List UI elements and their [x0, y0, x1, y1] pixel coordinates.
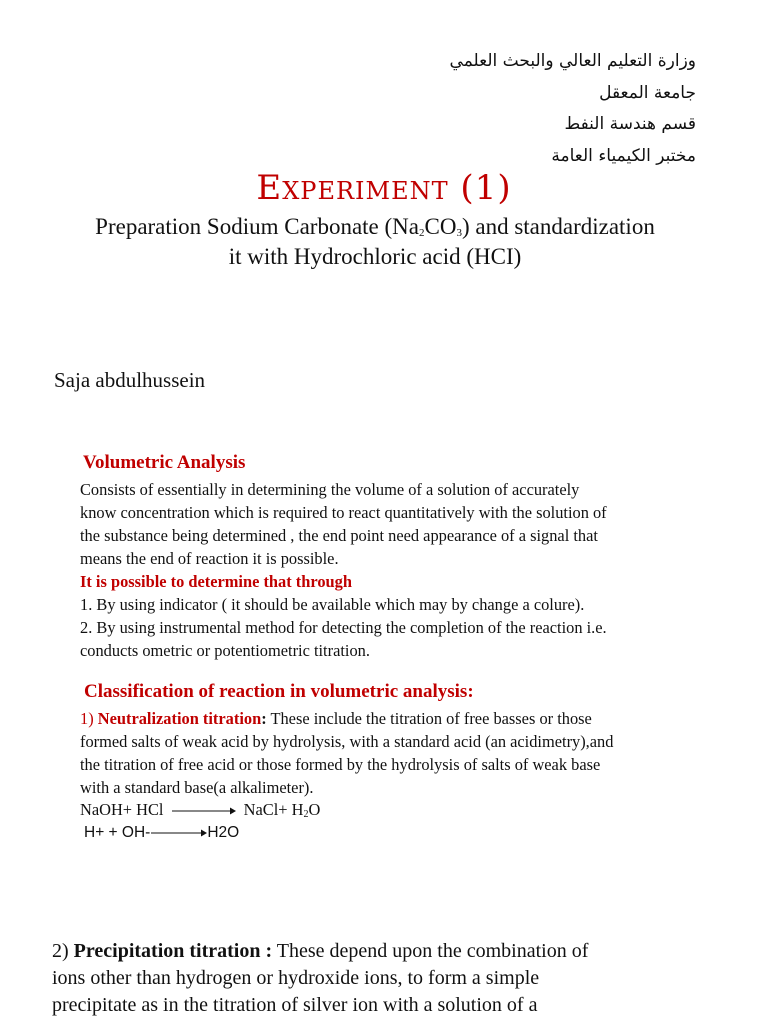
precipitation-first-line [52, 938, 712, 965]
eq1-subscript: 2 [303, 809, 309, 820]
arabic-header [276, 46, 696, 172]
author-name: Saja abdulhussein [54, 368, 206, 392]
eq1-products-b: O [308, 800, 321, 819]
volumetric-line: Consists of essentially in determining the volume of a solution of accurately [80, 480, 580, 499]
volumetric-heading: Volumetric Analysis [83, 452, 246, 473]
arabic-university: جامعة المعقل [599, 82, 696, 103]
arabic-department: قسم هندسة النفط [564, 114, 696, 134]
arabic-ministry: وزارة التعليم العالي والبحث العلمي [449, 51, 696, 71]
item-number: 1) [80, 709, 94, 728]
item-number: 2) [52, 940, 69, 962]
neutralization-line: the titration of free acid or those formed by the hydrolysis of salts of weak base [80, 755, 601, 774]
arabic-lab: مختبر الكيمياء العامة [551, 145, 696, 166]
determine-subheading: It is possible to determine that through [80, 572, 352, 591]
equation-1 [80, 800, 320, 820]
eq2-products: H2O [207, 824, 240, 841]
classification-body [80, 707, 720, 799]
neutralization-line: with a standard base(a alkalimeter). [80, 778, 314, 797]
precipitation-label: Precipitation titration : [73, 940, 273, 962]
method-point: 1. By using indicator ( it should be available which may by change a colure). [80, 595, 585, 614]
subtitle-text-b: CO [424, 214, 457, 239]
method-point: conducts ometric or potentiometric titration. [80, 641, 370, 660]
precipitation-line: precipitate as in the titration of silver ion with a solution of a [52, 994, 538, 1016]
subtitle-text-a: Preparation Sodium Carbonate (Na [95, 214, 419, 239]
subtitle-line-2: it with Hydrochloric acid (HCI) [228, 244, 522, 269]
subtitle-line-1 [40, 212, 710, 242]
equation-2 [84, 824, 239, 842]
subscript-3: 3 [456, 227, 462, 239]
eq2-reactants: H+ + OH- [84, 824, 151, 841]
volumetric-line: the substance being determined , the end point need appearance of a signal that [80, 526, 598, 545]
label-colon: : [261, 709, 267, 728]
precipitation-line: ions other than hydrogen or hydroxide ions, to form a simple [52, 967, 540, 989]
volumetric-line: know concentration which is required to react quantitatively with the solution of [80, 503, 607, 522]
arrow-right-icon [151, 828, 207, 838]
neutralization-label: Neutralization titration [97, 709, 262, 728]
eq1-products-a: NaCl+ H [243, 800, 304, 819]
volumetric-line: means the end of reaction it is possible. [80, 549, 339, 568]
neutralization-line: formed salts of weak acid by hydrolysis, with a standard acid (an acidimetry),and [80, 732, 614, 751]
experiment-subtitle [40, 212, 710, 272]
classification-heading: Classification of reaction in volumetric analysis: [84, 681, 474, 702]
subscript-2: 2 [419, 227, 425, 239]
subtitle-text-c: ) and standardization [461, 214, 655, 239]
precipitation-text: These depend upon the combination of [272, 940, 589, 962]
neutralization-first-line [80, 707, 720, 730]
arrow-right-icon [172, 806, 236, 816]
eq1-reactants: NaOH+ HCl [80, 800, 164, 819]
precipitation-section [52, 938, 712, 1019]
experiment-title: Experiment (1) [256, 168, 512, 208]
neutralization-text: These include the titration of free basses or those [266, 709, 592, 728]
method-point: 2. By using instrumental method for detecting the completion of the reaction i.e. [80, 618, 607, 637]
volumetric-body [80, 478, 720, 662]
